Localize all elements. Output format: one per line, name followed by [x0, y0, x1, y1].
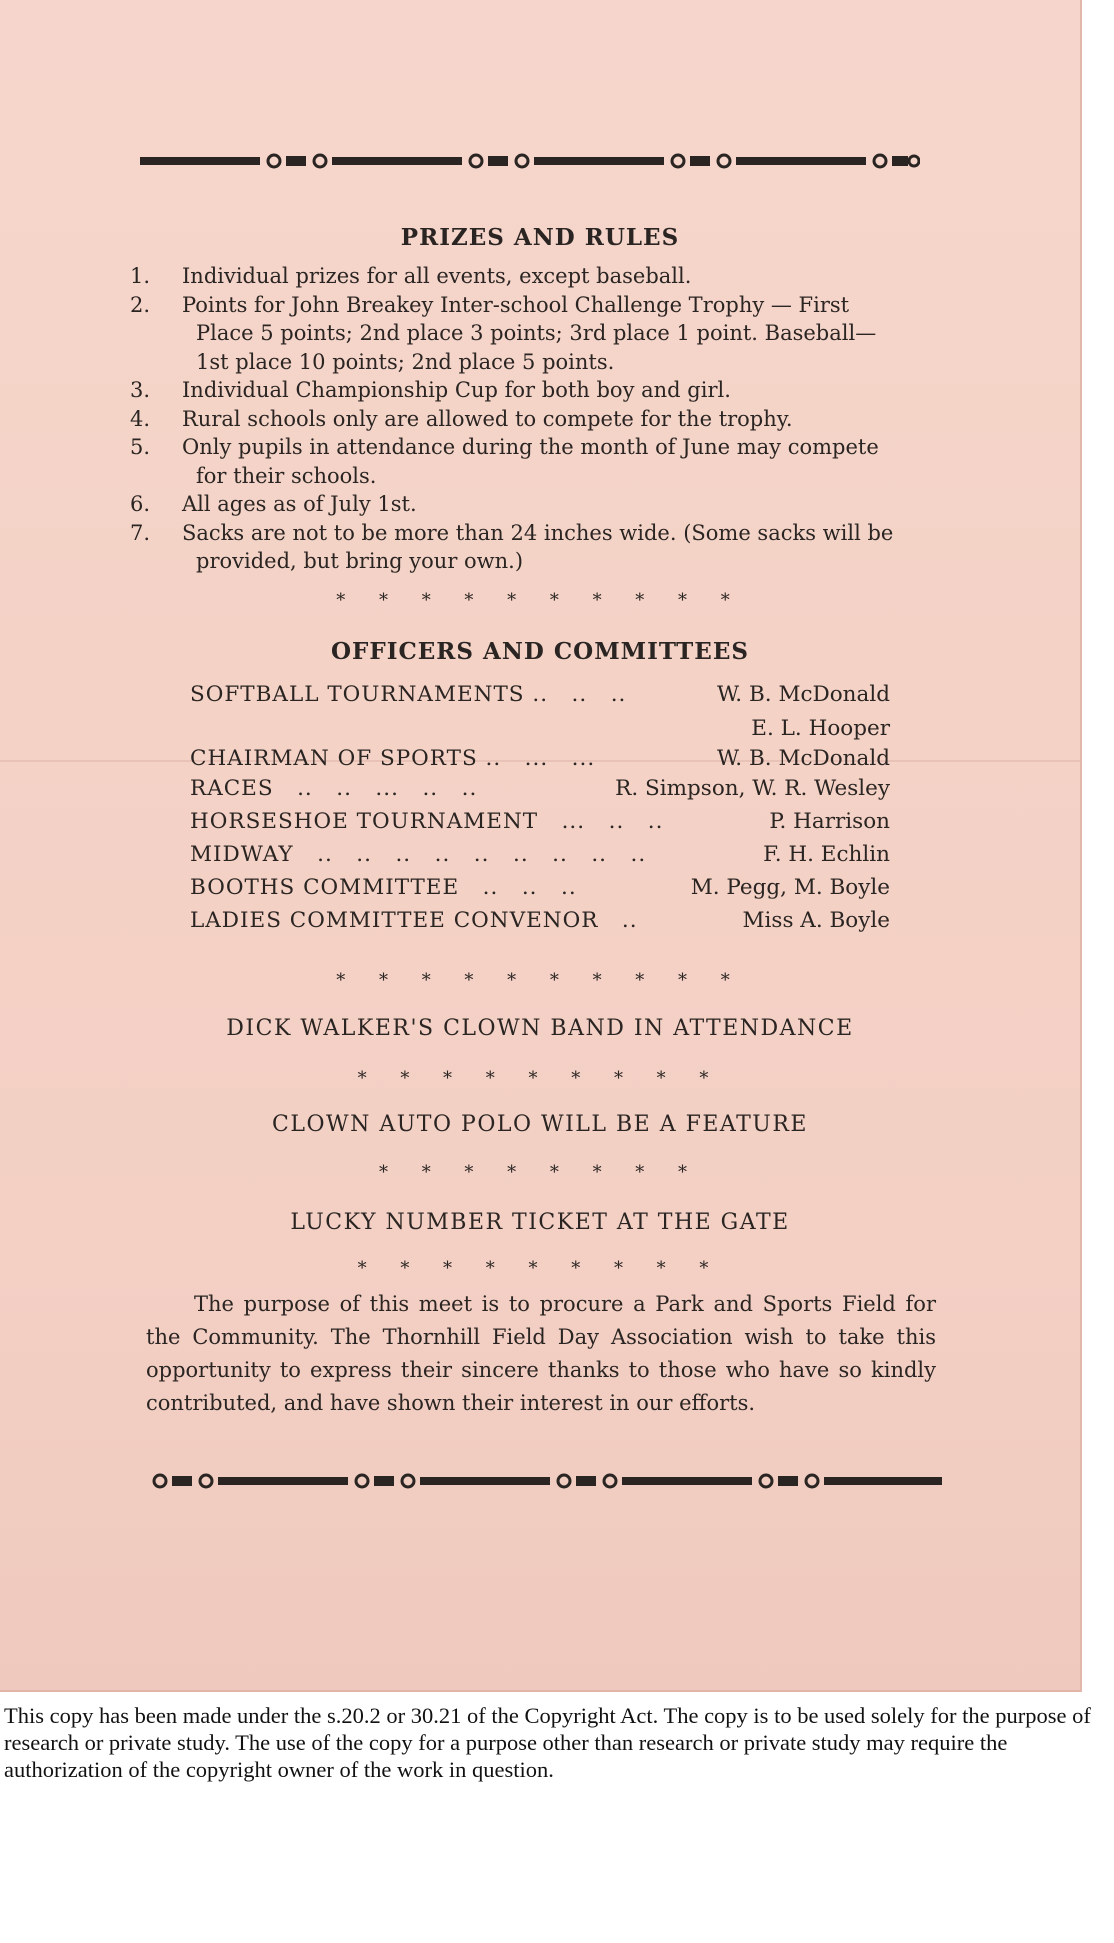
officer-name: M. Pegg, M. Boyle: [690, 875, 890, 900]
officer-role: SOFTBALL TOURNAMENTS .. .. ..: [190, 682, 627, 707]
bottom-ornamental-border: [152, 1472, 942, 1490]
officer-role: HORSESHOE TOURNAMENT ... .. ..: [190, 809, 664, 834]
prizes-heading: PRIZES AND RULES: [400, 224, 680, 251]
purpose-paragraph: [146, 1288, 936, 1420]
rule-line: Sacks are not to be more than 24 inches wide. (Some sacks will be: [182, 520, 894, 545]
officer-row: [190, 875, 890, 908]
rule-line: Individual Championship Cup for both boy and girl.: [182, 378, 731, 402]
rule-line: provided, but bring your own.): [196, 549, 524, 573]
rule-number: 4.: [130, 406, 151, 431]
rule-item: [130, 519, 930, 576]
officer-row: [190, 842, 890, 875]
star-divider: * * * * * * * * *: [357, 1068, 723, 1089]
rule-text: [182, 490, 930, 519]
rule-number: 2.: [130, 292, 151, 317]
officer-row: [190, 776, 890, 809]
rule-item: [130, 490, 930, 519]
rule-text: [182, 262, 930, 291]
officer-role: LADIES COMMITTEE CONVENOR ..: [190, 908, 638, 933]
rule-item: [130, 291, 930, 377]
rule-item: [130, 405, 930, 434]
star-divider: * * * * * * * * *: [357, 1258, 723, 1279]
star-divider: * * * * * * * * * *: [336, 590, 744, 611]
rule-text: [182, 376, 930, 405]
officer-role: BOOTHS COMMITTEE .. .. ..: [190, 875, 577, 900]
officer-role: MIDWAY .. .. .. .. .. .. .. .. ..: [190, 842, 647, 867]
rule-line: 1st place 10 points; 2nd place 5 points.: [196, 349, 615, 374]
star-divider: * * * * * * * * * *: [336, 970, 744, 991]
lucky-ticket-banner: LUCKY NUMBER TICKET AT THE GATE: [290, 1210, 790, 1235]
rule-number: 6.: [130, 492, 151, 516]
rule-number: 7.: [130, 520, 151, 545]
rule-number: 1.: [130, 264, 151, 288]
officer-name: R. Simpson, W. R. Wesley: [615, 776, 890, 801]
officer-role: RACES .. .. ... .. ..: [190, 776, 478, 801]
rule-line: Points for John Breakey Inter-school Challenge Trophy — First: [182, 292, 850, 317]
rule-line: All ages as of July 1st.: [182, 492, 417, 516]
officer-name: W. B. McDonald: [716, 746, 890, 771]
rule-line: Only pupils in attendance during the month of June may compete: [182, 435, 879, 459]
officers-list: [190, 682, 890, 941]
rule-text: [182, 405, 930, 434]
officer-row: [190, 809, 890, 842]
top-ornamental-border: [140, 152, 920, 170]
copyright-notice: This copy has been made under the s.20.2 or 30.21 of the Copyright Act. The copy is to be used solely for the purpose of research or private study. The use of the copy for a purpose other than research or private study may require the authorization of the copyright owner of the work in question.: [4, 1703, 1091, 1782]
rule-text: [182, 519, 930, 576]
rule-number: 3.: [130, 378, 151, 402]
officer-role: CHAIRMAN OF SPORTS .. ... ...: [190, 746, 596, 771]
rule-text: [182, 291, 930, 377]
rule-line: Individual prizes for all events, except baseball.: [182, 264, 692, 288]
rule-text: [182, 433, 930, 490]
officer-row: [190, 908, 890, 941]
rule-line: for their schools.: [196, 463, 377, 488]
officer-row: [190, 716, 890, 746]
rule-line: Place 5 points; 2nd place 3 points; 3rd place 1 point. Baseball—: [196, 321, 877, 345]
officer-name: E. L. Hooper: [751, 716, 890, 741]
clown-band-banner: DICK WALKER'S CLOWN BAND IN ATTENDANCE: [226, 1016, 854, 1041]
officer-name: F. H. Echlin: [763, 842, 890, 867]
rule-item: [130, 433, 930, 490]
officers-heading: OFFICERS AND COMMITTEES: [331, 638, 749, 665]
rule-number: 5.: [130, 435, 151, 459]
purpose-text: The purpose of this meet is to procure a Park and Sports Field for the Community. The Thornhill Field Day Association wish to take this opportunity to express their sincere thanks to those who have so kindly contributed, and have shown their interest in our efforts.: [146, 1292, 936, 1415]
rule-item: [130, 262, 930, 291]
star-divider: * * * * * * * *: [378, 1162, 702, 1183]
officer-name: P. Harrison: [769, 809, 890, 834]
officer-name: W. B. McDonald: [716, 682, 890, 707]
auto-polo-banner: CLOWN AUTO POLO WILL BE A FEATURE: [272, 1112, 808, 1137]
officer-row: [190, 682, 890, 716]
rule-item: [130, 376, 930, 405]
rule-line: Rural schools only are allowed to compete for the trophy.: [182, 406, 793, 431]
officer-name: Miss A. Boyle: [742, 908, 890, 933]
officer-row: [190, 746, 890, 776]
rules-list: [130, 262, 930, 576]
